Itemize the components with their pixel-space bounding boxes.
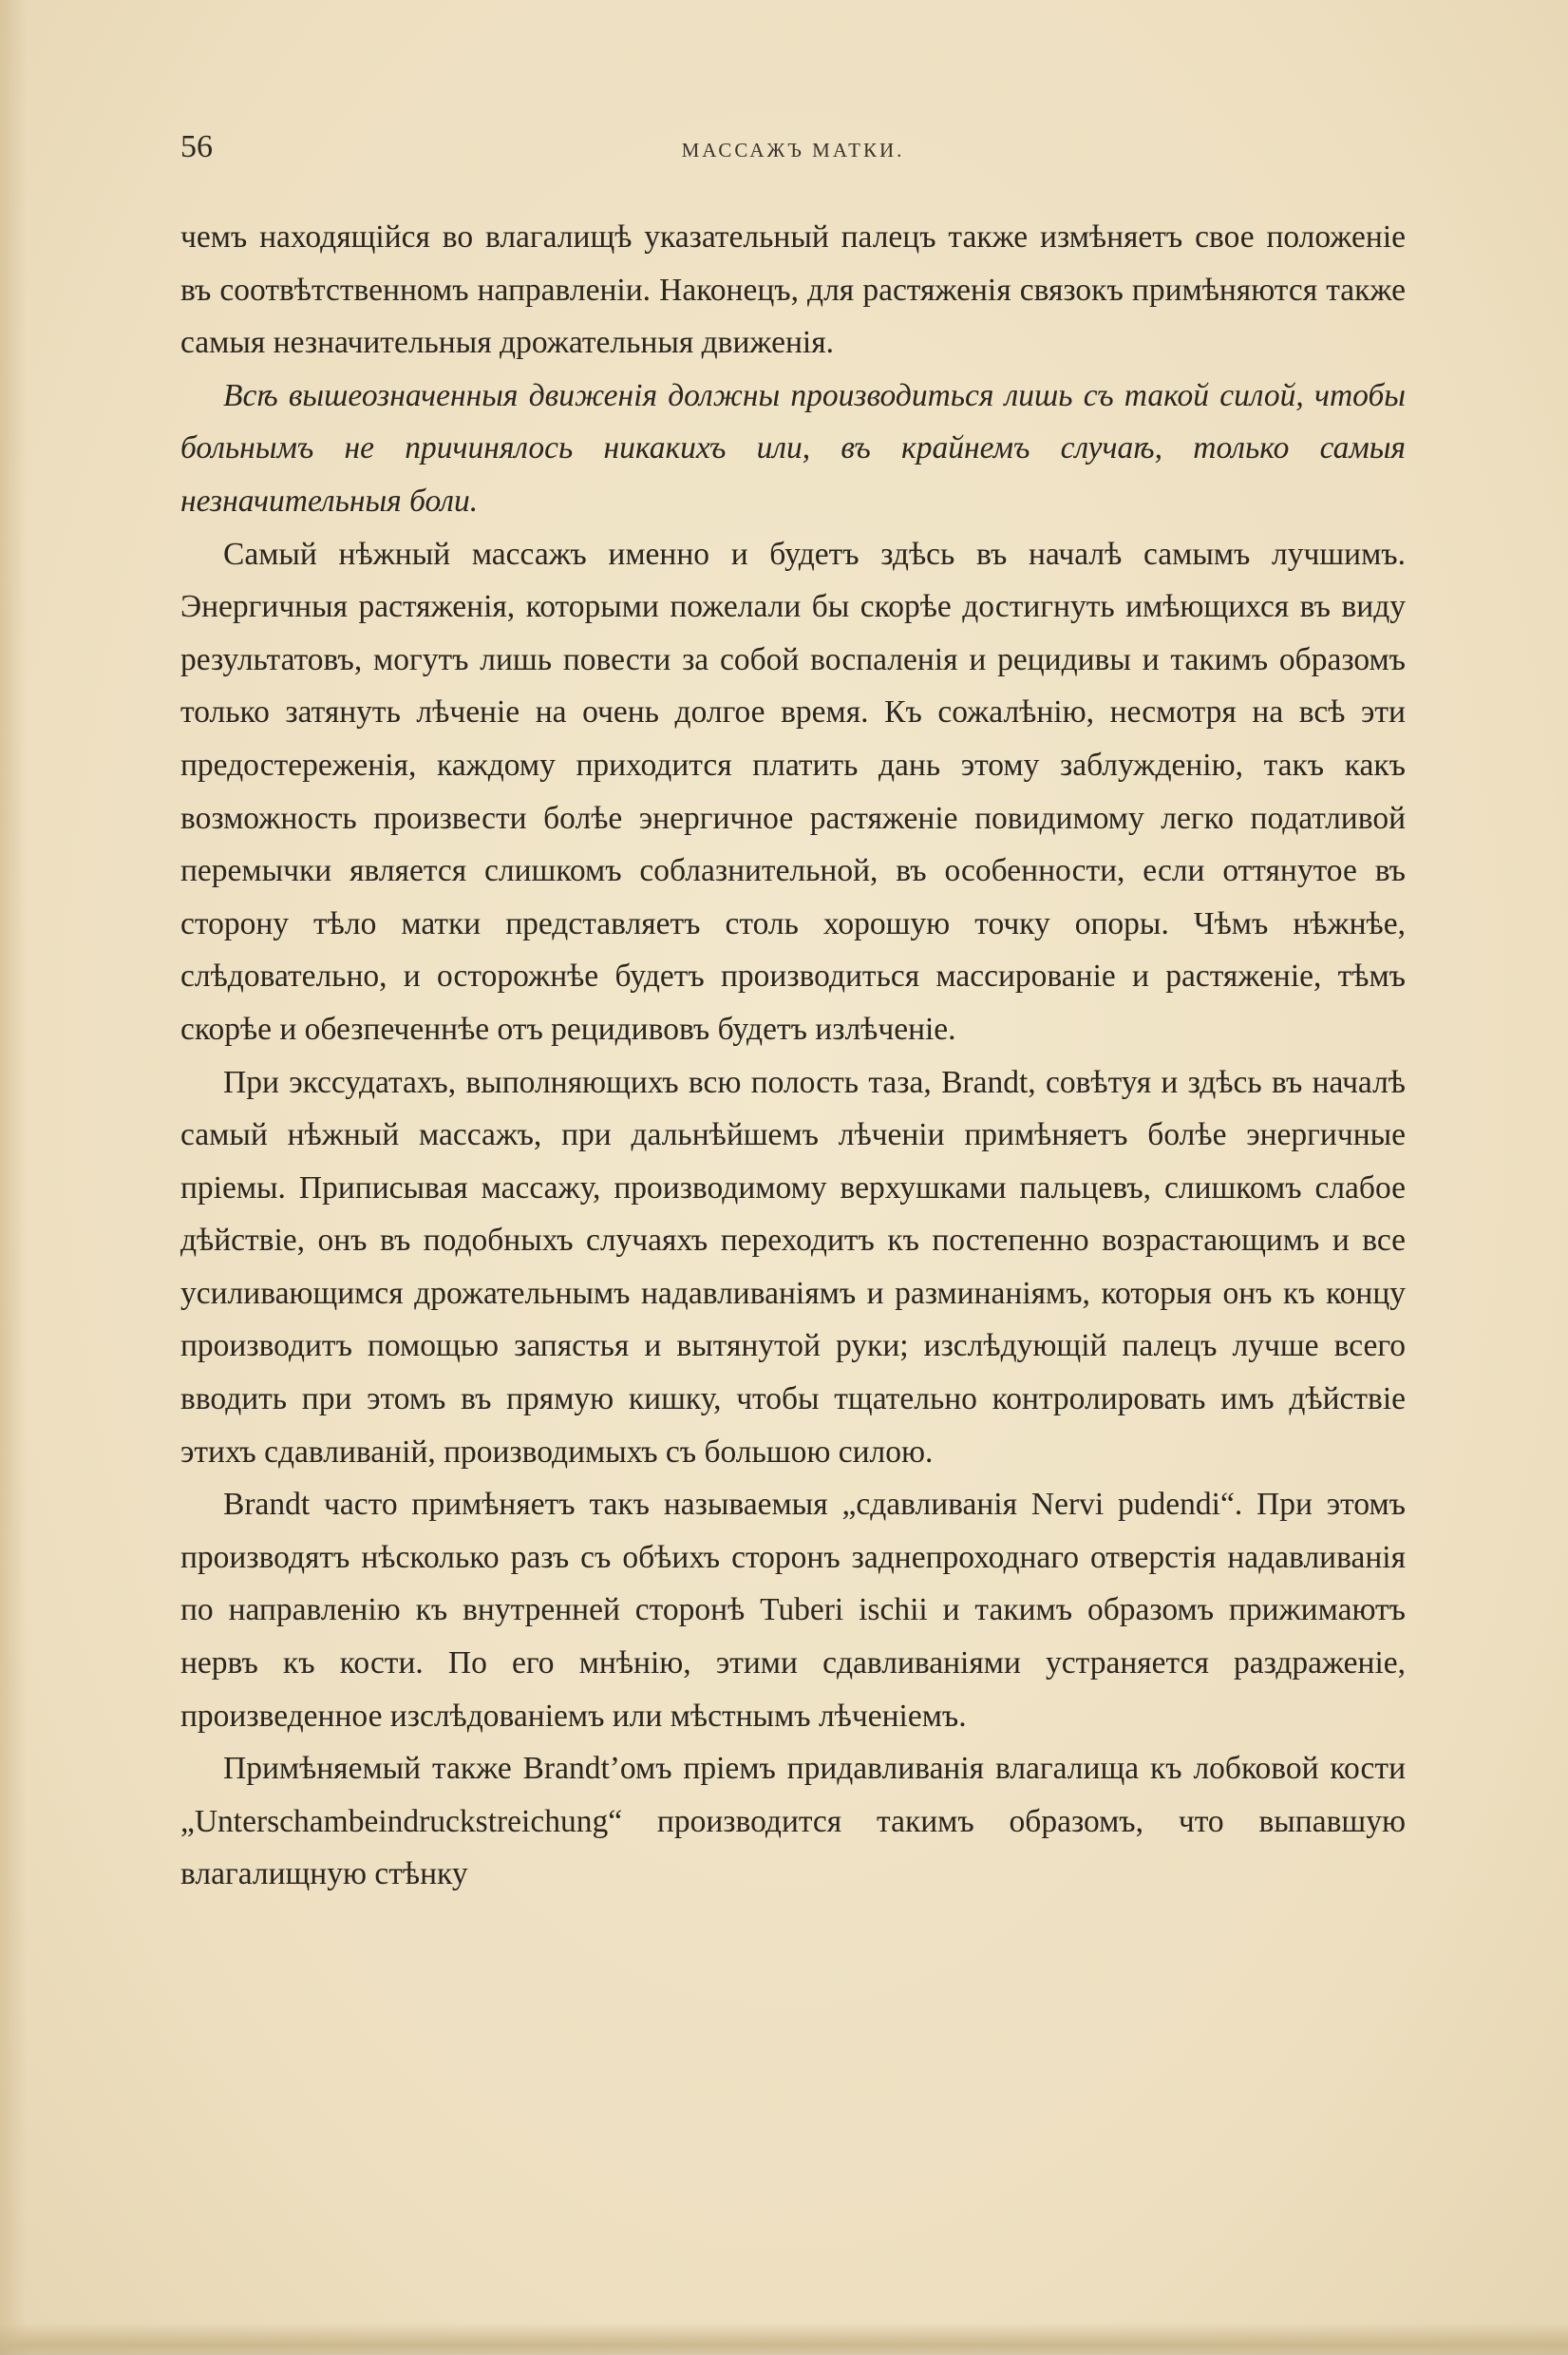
paragraph: Brandt часто примѣняетъ такъ называемыя „сдавливанiя Nervi pudendi“. При этомъ производятъ нѣсколько разъ съ обѣихъ сторонъ заднепроходнаго отверстiя надавливанiя по направленiю къ внутренней сторонѣ Tuberi ischii и такимъ образомъ прижимаютъ нервъ къ кости. По его мнѣнiю, этими сдавливанiями устраняется раздраженiе, произведенное изслѣдованiемъ или мѣстнымъ лѣченiемъ. bbox=[180, 1487, 1406, 1734]
body-text bbox=[180, 211, 1406, 1901]
page-number: 56 bbox=[180, 129, 213, 164]
paragraph-continuation: чемъ находящiйся во влагалищѣ указательный палецъ также измѣняетъ свое положенiе въ соотвѣтственномъ направленiи. Наконецъ, для растяженiя связокъ примѣняются также самыя незначительныя дрожательныя движенiя. bbox=[180, 219, 1406, 361]
running-head: МАССАЖЪ МАТКИ. bbox=[681, 139, 905, 161]
paragraph: При экссудатахъ, выполняющихъ всю полость таза, Brandt, совѣтуя и здѣсь въ началѣ самый нѣжный массажъ, при дальнѣйшемъ лѣченiи примѣняетъ болѣе энергичные прiемы. Приписывая массажу, производимому верхушками пальцевъ, слишкомъ слабое дѣйствiе, онъ въ подобныхъ случаяхъ переходитъ къ постепенно возрастающимъ и все усиливающимся дрожательнымъ надавливанiямъ и разминанiямъ, которыя онъ къ концу производитъ помощью запястья и вытянутой руки; изслѣдующiй палецъ лучше всего вводить при этомъ въ прямую кишку, чтобы тщательно контролировать имъ дѣйствiе этихъ сдавливанiй, производимыхъ съ большою силою. bbox=[180, 1064, 1406, 1470]
page-gutter-shadow bbox=[0, 0, 27, 2355]
paragraph: Примѣняемый также Brandt’омъ прiемъ придавливанiя влагалища къ лобковой кости „Unterschambeindruckstreichung“ производится такимъ образомъ, что выпавшую влагалищную стѣнку bbox=[180, 1751, 1406, 1892]
paragraph: Самый нѣжный массажъ именно и будетъ здѣсь въ началѣ самымъ лучшимъ. Энергичныя растяженiя, которыми пожелали бы скорѣе достигнуть имѣющихся въ виду результатовъ, могутъ лишь повести за собой воспаленiя и рецидивы и такимъ образомъ только затянуть лѣченiе на очень долгое время. Къ сожалѣнiю, несмотря на всѣ эти предостереженiя, каждому приходится платить дань этому заблужденiю, такъ какъ возможность произвести болѣе энергичное растяженiе повидимому легко податливой перемычки является слишкомъ соблазнительной, въ особенности, если оттянутое въ сторону тѣло матки представляетъ столь хорошую точку опоры. Чѣмъ нѣжнѣе, слѣдовательно, и осторожнѣе будетъ производиться массированiе и растяженiе, тѣмъ скорѣе и обезпеченнѣе отъ рецидивовъ будетъ излѣченiе. bbox=[180, 536, 1406, 1047]
paragraph-italic-note: Всѣ вышеозначенныя движенiя должны производиться лишь съ такой силой, чтобы больнымъ не причинялось никакихъ или, въ крайнемъ случаѣ, только самыя незначительныя боли. bbox=[180, 377, 1406, 519]
page-header bbox=[180, 129, 1406, 177]
page-bottom-edge bbox=[0, 2323, 1568, 2355]
